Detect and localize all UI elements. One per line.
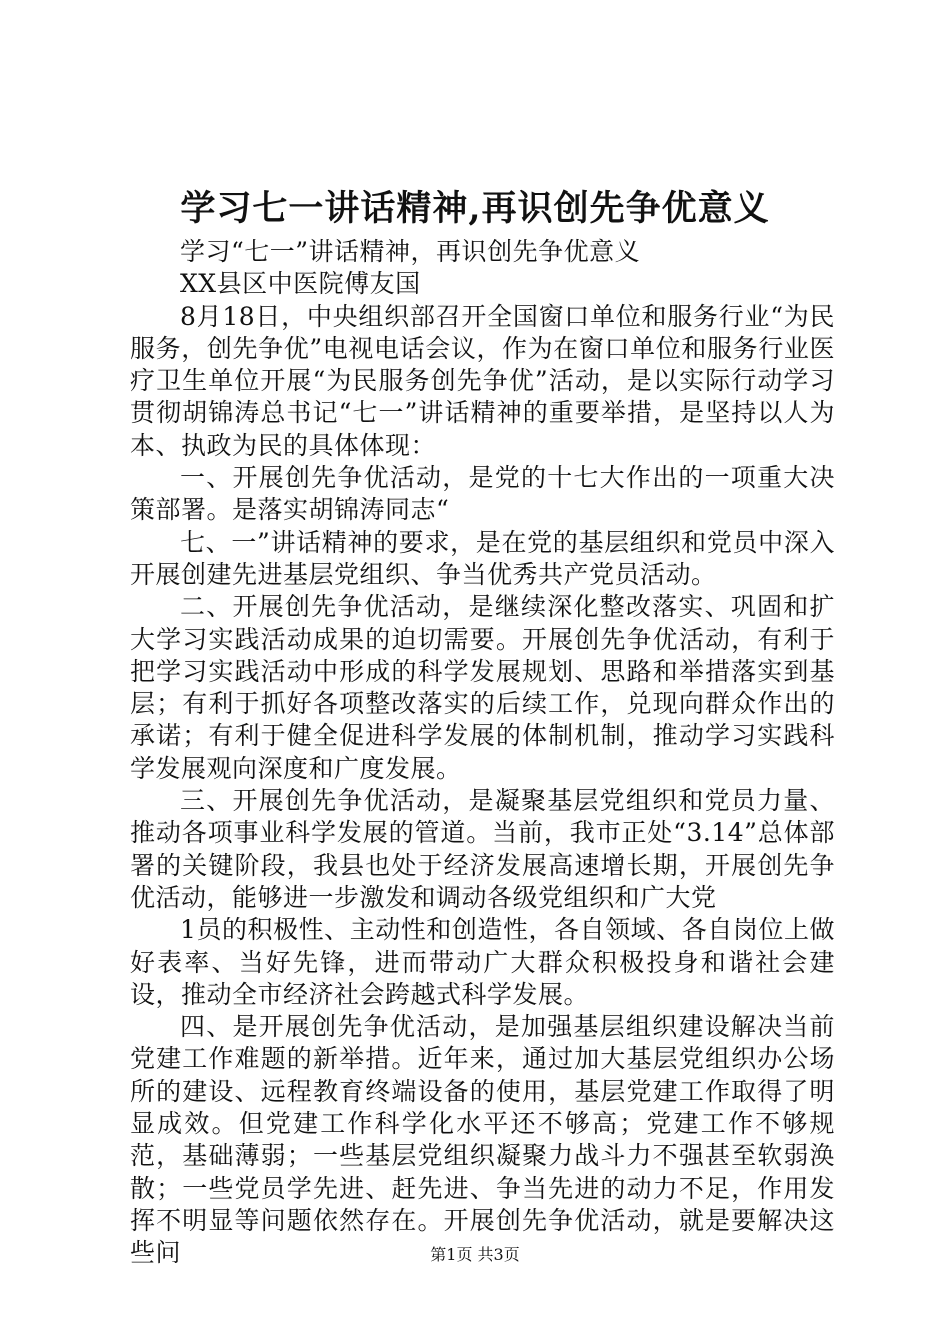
body-paragraph: 七、一”讲话精神的要求，是在党的基层组织和党员中深入开展创建先进基层党组织、争当优秀共产党员活动。: [130, 527, 835, 589]
document-title: 学习七一讲话精神,再识创先争优意义: [180, 188, 770, 229]
author-line: XX县区中医院傅友国: [180, 269, 421, 299]
body-paragraph: 一、开展创先争优活动，是党的十七大作出的一项重大决策部署。是落实胡锦涛同志“: [130, 463, 835, 525]
body-paragraph: 1员的积极性、主动性和创造性，各自领域、各自岗位上做好表率、当好先锋，进而带动广大群众积极投身和谐社会建设，推动全市经济社会跨越式科学发展。: [130, 915, 835, 1009]
document-body: [130, 236, 835, 1270]
body-paragraph: 8月18日，中央组织部召开全国窗口单位和服务行业“为民服务，创先争优”电视电话会议，作为在窗口单位和服务行业医疗卫生单位开展“为民服务创先争优”活动，是以实际行动学习贯彻胡锦涛总书记“七一”讲话精神的重要举措，是坚持以人为本、执政为民的具体体现：: [130, 301, 835, 460]
subtitle-line: 学习“七一”讲话精神，再识创先争优意义: [180, 237, 641, 266]
body-paragraph: 二、开展创先争优活动，是继续深化整改落实、巩固和扩大学习实践活动成果的迫切需要。开展创先争优活动，有利于把学习实践活动中形成的科学发展规划、思路和举措落实到基层；有利于抓好各项整改落实的后续工作，兑现向群众作出的承诺；有利于健全促进科学发展的体制机制，推动学习实践科学发展观向深度和广度发展。: [130, 592, 835, 783]
page-number-footer: 第1页 共3页: [430, 1245, 520, 1264]
body-paragraph: 四、是开展创先争优活动，是加强基层组织建设解决当前党建工作难题的新举措。近年来，通过加大基层党组织办公场所的建设、远程教育终端设备的使用，基层党建工作取得了明显成效。但党建工作科学化水平还不够高；党建工作不够规范，基础薄弱；一些基层党组织凝聚力战斗力不强甚至软弱涣散；一些党员学先进、赶先进、争当先进的动力不足，作用发挥不明显等问题依然存在。开展创先争优活动，就是要解决这些问: [130, 1012, 835, 1268]
body-paragraph: 三、开展创先争优活动，是凝聚基层党组织和党员力量、推动各项事业科学发展的管道。当前，我市正处“3.14”总体部署的关键阶段，我县也处于经济发展高速增长期，开展创先争优活动，能够进一步激发和调动各级党组织和广大党: [130, 786, 835, 912]
